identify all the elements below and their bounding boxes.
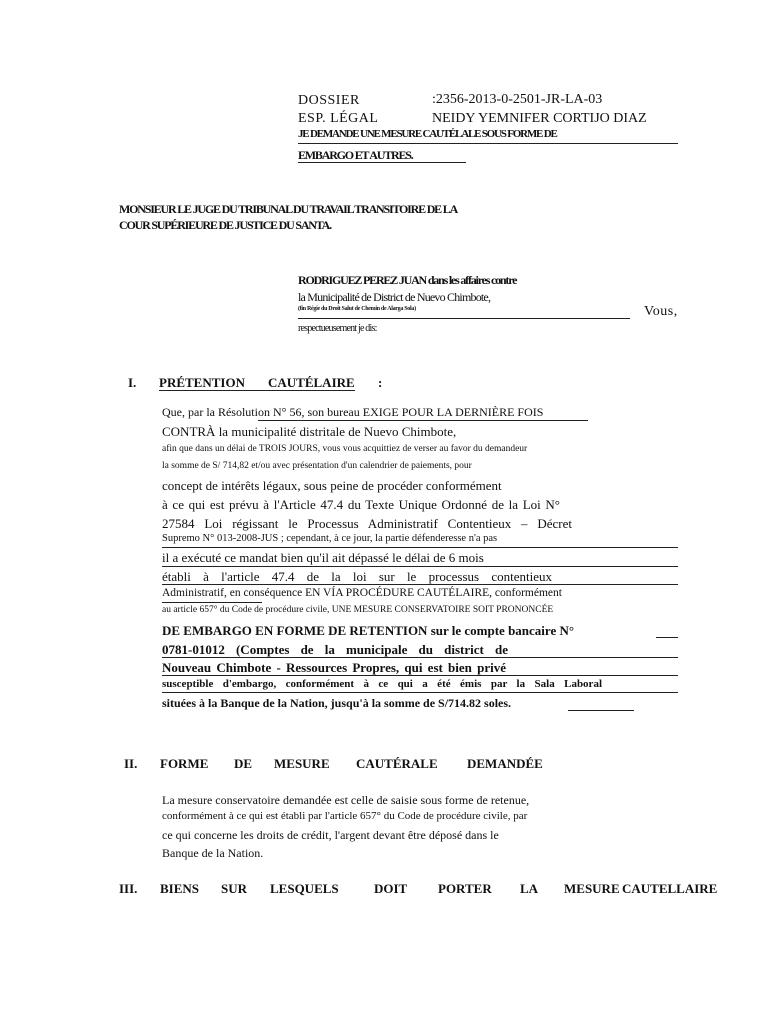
section-3-title-word-6: LA <box>520 881 539 896</box>
section-3-title-word-7: MESURE <box>564 881 620 896</box>
dossier-label: DOSSIER <box>298 93 360 108</box>
section-1-line-15: Nouveau Chimbote - Ressources Propres, qui est bien privé <box>162 660 506 675</box>
esp-label: ESP. LÉGAL <box>298 111 379 126</box>
section-2-line-2: conformément à ce qui est établi par l'article 657° du Code de procédure civile, par <box>162 810 528 822</box>
section-1-line-1: Que, par la Résolution N° 56, son bureau EXIGE POUR LA DERNIÈRE FOIS <box>162 405 544 419</box>
party-line-4: respectueusement je dis: <box>298 323 377 334</box>
party-underline <box>298 318 630 319</box>
section-1-line-8-underline <box>162 547 678 548</box>
subject-underline-2 <box>298 162 466 163</box>
section-1-line-11: Administratif, en conséquence EN VÍA PROCÉDURE CAUTÉLAIRE, conformément <box>162 587 562 599</box>
section-1-title-word-1: PRÉTENTION <box>159 375 245 390</box>
section-1-line-6: à ce qui est prévu à l'Article 47.4 du Texte Unique Ordonné de la Loi N° <box>162 497 560 512</box>
section-2-title-word-2: DE <box>234 756 253 771</box>
section-2-line-4: Banque de la Nation. <box>162 846 264 860</box>
section-2-title-word-5: DEMANDÉE <box>467 756 543 771</box>
section-2-title-word-1: FORME <box>160 756 209 771</box>
section-1-line-16: susceptible d'embargo, conformément à ce qui a été émis par la Sala Laboral <box>162 678 602 690</box>
section-2-line-3: ce qui concerne les droits de crédit, l'argent devant être déposé dans le <box>162 828 499 842</box>
section-3-title-word-3: LESQUELS <box>270 881 339 896</box>
section-1-line-2: CONTRÀ la municipalité distritale de Nuevo Chimbote, <box>162 424 457 439</box>
section-1-line-15-underline <box>162 675 678 676</box>
party-line-1: RODRIGUEZ PEREZ JUAN dans les affaires contre <box>298 273 517 287</box>
section-1-line-9-underline <box>162 566 678 567</box>
section-1-line-10-underline <box>162 584 678 585</box>
party-line-3: (fin Régie du Droit Salut de Chemin de Alarga Sola) <box>298 306 416 312</box>
section-1-line-10: établi à l'article 47.4 de la loi sur le processus contentieux <box>162 569 552 584</box>
section-1-line-7: 27584 Loi régissant le Processus Administratif Contentieux – Décret <box>162 516 572 531</box>
section-3-title-word-8: CAUTELLAIRE <box>622 881 718 896</box>
section-1-title-underline <box>159 390 355 391</box>
address-line-1: MONSIEUR LE JUGE DU TRIBUNAL DU TRAVAIL TRANSITOIRE DE LA <box>119 202 458 216</box>
section-1-line-4: la somme de S/ 714,82 et/ou avec présentation d'un calendrier de paiements, pour <box>162 461 472 471</box>
section-2-number: II. <box>124 756 138 771</box>
section-1-line-9: il a exécuté ce mandat bien qu'il ait dépassé le délai de 6 mois <box>162 550 484 565</box>
esp-value: NEIDY YEMNIFER CORTIJO DIAZ <box>432 111 647 126</box>
section-3-title-word-2: SUR <box>221 881 248 896</box>
section-3-title-word-5: PORTER <box>438 881 492 896</box>
section-1-line-14: 0781-01012 (Comptes de la municipale du district de <box>162 642 508 657</box>
section-2-line-1: La mesure conservatoire demandée est celle de saisie sous forme de retenue, <box>162 793 530 807</box>
section-1-line-13: DE EMBARGO EN FORME DE RETENTION sur le compte bancaire N° <box>162 623 575 638</box>
section-1-line-12: au article 657° du Code de procédure civile, UNE MESURE CONSERVATOIRE SOIT PRONONCÉE <box>162 605 554 615</box>
section-3-title-word-1: BIENS <box>160 881 200 896</box>
party-vous: Vous, <box>644 304 678 319</box>
party-line-2: la Municipalité de District de Nuevo Chimbote, <box>298 290 491 304</box>
section-1-line-11-underline <box>162 602 262 603</box>
subject-line-1: JE DEMANDE UNE MESURE CAUTÉLALE SOUS FORME DE <box>298 128 557 140</box>
section-1-line-16-underline <box>162 692 678 693</box>
section-1-line-17: situées à la Banque de la Nation, jusqu'à la somme de S/714.82 soles. <box>162 696 512 710</box>
section-2-title-word-3: MESURE <box>274 756 330 771</box>
section-1-number: I. <box>128 375 137 390</box>
address-line-2: COUR SUPÉRIEURE DE JUSTICE DU SANTA. <box>119 218 331 232</box>
section-1-title-word-2: CAUTÉLAIRE <box>268 375 355 390</box>
section-1-line-8: Supremo N° 013-2008-JUS ; cependant, à ce jour, la partie défenderesse n'a pas <box>162 533 498 544</box>
section-1-line-13-dash <box>656 637 678 638</box>
section-1-line-3: afin que dans un délai de TROIS JOURS, vous vous acquittiez de verser au favor du demandeur <box>162 444 528 454</box>
subject-underline-1 <box>298 143 678 144</box>
section-2-title-word-4: CAUTÉRALE <box>356 756 438 771</box>
section-1-line-1-underline <box>258 420 588 421</box>
subject-line-2: EMBARGO ET AUTRES. <box>298 148 413 162</box>
section-1-title-word-3: : <box>378 375 383 390</box>
dossier-number: :2356-2013-0-2501-JR-LA-03 <box>432 92 603 107</box>
section-1-line-14-underline <box>162 657 678 658</box>
section-1-line-5: concept de intérêts légaux, sous peine de procéder conformément <box>162 478 502 493</box>
section-3-number: III. <box>119 881 138 896</box>
section-3-title-word-4: DOIT <box>374 881 408 896</box>
section-1-line-17-trailing-line <box>568 710 634 711</box>
